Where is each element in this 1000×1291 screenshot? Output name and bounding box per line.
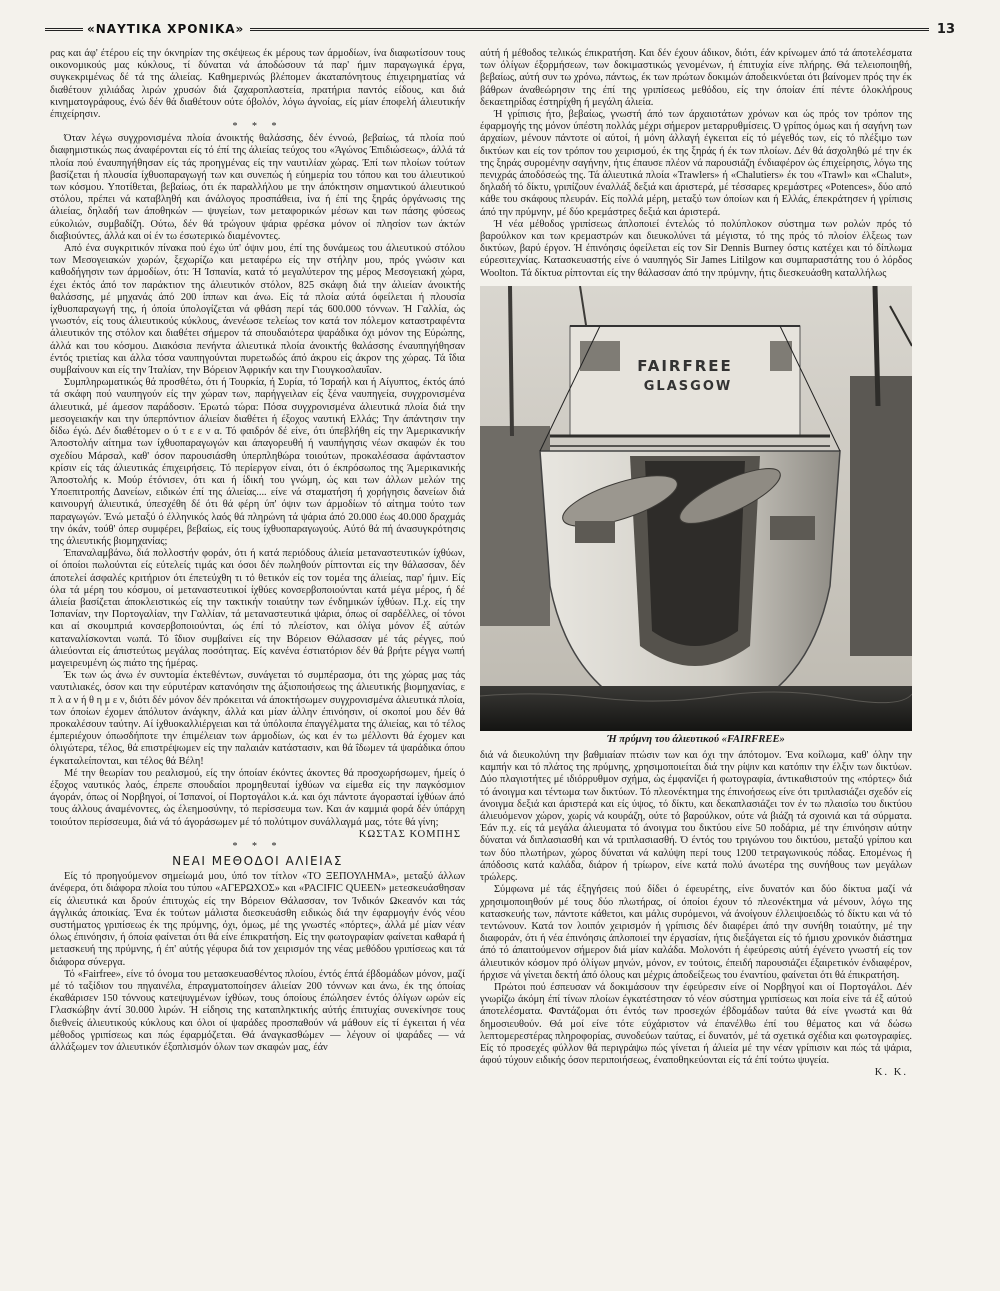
ship-stern-photo [480,286,912,731]
article-paragraph: ρας και άφ' έτέρου είς την όκνηρίαν της σκέψεως έκ μέρους των άρμοδίων, ίνα διαφωτίσουν τους οικονομικούς μας κύκλους, τί δύναται νά άποδώσουν τά παρ' ήμιν παραγωγικά έργα, συγκεκριμένως δέ τά της άλιείας. Καθημερινώς βλέπομεν άκαταπόνητους έπιχειρηματίας νά διαθέτουν χιλιάδας λιρών χρυσών διά ζαχαροπλαστεία, πρατήρια παντός είδους, και διά κινηματογράφους, ένώ δέν θά διαθέτουν ούτε όβολόν, λόγω άγνοίας, είς μίαν έποφελή άλιευτικήν έπιχείρησιν. [50,48,465,121]
article-paragraph: Τό «Fairfree», είνε τό όνομα του μετασκευασθέντος πλοίου, έντός έπτά έβδομάδων μόνον, μαζί μέ τό ταξίδιον του πηγαινέλα, έπραγματοποίησεν άλιείαν 200 τόννων και άνω, έκ της όποίας έκαθάρισεν 150 τόννους κατεψυγμένων ίχθύων, τους όποίους έπώλησεν έντός όλίγων ωρών είς Γλασκώβην άντί 30.000 λιρών. Ή είδησις της καταπληκτικής αύτής έπιτυχίας συνεκίνησε τους διεθνείς άλιευτικούς κύκλους και όλοι οί ψαράδες προσπαθούν νά μάθουν είς τί έγκειται ή νέα μέθοδος γριπίσεως και πώς έφαρμόζεται. Θά άναγκασθώμεν — λέγουν οί ψαράδες — νά άλλάξωμεν τον άλιευτικόν έξοπλισμόν όλων των σκαφών μας, έάν [50,968,465,1054]
author-initials: Κ. Κ. [874,1067,908,1079]
article-paragraph: Είς τό προηγούμενον σημείωμά μου, ύπό τον τίτλον «ΤΟ ΞΕΠΟΥΛΗΜΑ», μεταξύ άλλων άνέφερα, ότι διάφορα πλοία του τύπου «ΑΓΕΡΩΧΟΣ» και «PACIFIC QUEEN» μετεσκευάσθησαν είς άλιευτικά και δρούν έπιτυχώς είς την Βόρειον Θάλασσαν, τον Ίνδικόν Ωκεανόν και τάς άγγλικάς άποικίας. Ένα έκ τούτων μάλιστα διεσκευάσθη ειδικώς διά την έφαρμογήν ένός νέου συστήματος γριπίσεως έκ της πρύμνης, όχι, όμως, μέ της γνωστές «πόρτες», άλλά μέ μίαν νέαν όλως έπινόησιν, ή όποία φαίνεται ότι θά είνε έπικρατήση. Είς την φωτογραφίαν φαίνεται καθαρά ή μετασκευή της πρύμνης, ή έπ' αύτής γέφυρα διά τον χειρισμόν της νέας μεθόδου γριπίσεως και τά διάφορα σύνεργα. [50,871,465,968]
right-column [480,48,912,1263]
header-rule-left [45,28,83,31]
article-paragraph: Όταν λέγω συγχρονισμένα πλοία άνοικτής θαλάσσης, δέν έννοώ, βεβαίως, τά πλοία πού διαφημιστικώς πως άναφέρονται είς τό έπί της άλιείας τεύχος του «Άγώνος Έπιδιώσεως», άλλά τά πλοία πού έναυπηγήθησαν είς τάς προηγμένας είς την ναυτιλίαν χώρας. Έπί των πλοίων τούτων βασίζεται ή πλουσία ίχθυοπαραγωγή των και συνεπώς ή εύημερία του τόπου και του άλιευτικού των κόσμου. Υποτίθεται, βεβαίως, ότι έκ παραλλήλου με την άπόκτησιν σημαντικού άλιευτικού στόλου, πρέπει νά καταβληθή και άνάλογος προσπάθεια, ίνα ή έπί της ξηράς όργάνωσις της άλιείας, δηλαδή των άποθηκών — ψυγείων, των μεταφορικών μέσων και των πάσης φύσεως εύκολιών, συμβαδίζη. Ούτω, δέν θά τρώγουν ψάρια φρέσκα μόνον οί πλησίον των άκτών διαβιούντες, άλλά και οί έν τω έσωτερικώ διαμένοντες. [50,133,465,242]
article-paragraph: Πρώτοι πού έσπευσαν νά δοκιμάσουν την έφεύρεσιν είνε οί Νορβηγοί και οί Πορτογάλοι. Δέν γνωρίζω άκόμη έπί τίνων πλοίων έγκατέστησαν τό νέον σύστημα γριπίσεως και ποία είνε τά έξ αύτού άποτελέσματα. Φαντάζομαι ότι έντός των προσεχών έβδομάδων ταύτα θά είνε γνωστά και θά δημοσιευθούν. Θά μοί είνε τότε εύχάριστον νά έπανέλθω έπί του θέματος και νά δώσω λεπτομερεστέρας πληροφορίας, συνοδεύων ταύτας, εί δυνατόν, μέ τά σχετικά σχέδια και φωτογραφίες. Είς τό προσεχές φύλλον θά περιγράψω πώς γίνεται ή άλιεία μέ την νέαν γρίπισιν και πώς τά ψάρια, άφού τύχουν ειδικής όσον περιποιήσεως, έναποθηκεύονται είς τά έπί τούτω ψυγεία. [480,981,912,1067]
section-title: ΝΕΑΙ ΜΕΘΟΔΟΙ ΑΛΙΕΙΑΣ [172,854,343,868]
article-paragraph: διά νά διευκολύνη την βαθμιαίαν πτώσιν των και όχι την άπότομον. Ένα κοίλωμα, καθ' όλην την καμπήν και τό πλάτος της πρύμνης, χρησιμοποιείται διά την ρίψιν και κατόπιν την έλξιν των δικτύων. Δύο πλαγιοτήτες μέ ιδιόρρυθμον σχήμα, ώς έμφανίζει ή φωτογραφία, άντικαθιστούν της «πόρτες» διά τό άνοιγμα και τέντωμα των δικτύων. Τό πλεονέκτημα της έπινοήσεως είνε ότι τριπλασιάζει σχεδόν είς άνοιγμα δεξιά και άριστερά και είς ύψος, τό δίκτυ, και δεκαπλασιάζει τον έν τω πλαισίω του δικτύου άλιευόμενον χώρον, χωρίς νά κουράζη, ούτε τό βαρούλκον, ούτε νά βιάζη τά σχοινιά και τά σύρματα. Έάν π.χ. είς τά μεγάλα άλιευματα τό άνοιγμα του δικτύου είνε 50 ποδάρια, μέ την έπινόησιν αύτην δύναται νά διπλασιασθή και νά τριπλασιασθή. Ό έντός του τριγώνου του δικτύου, μεταξύ γρίπου και των δύο πλωτήρων, χώρος δύναται νά καλύψη περί τους 1200 τετραγωνικούς πόδας. Επομένως ή άπόδοσις κατά καλάδα, διάρον ή τρίωρον, είνε κατά πολύ άνωτέρα της συνήθους των μεγάλων τρώλερς. [480,750,912,884]
author-signature: ΚΩΣΤΑΣ ΚΟΜΠΗΣ [358,828,461,840]
article-paragraph: Μέ την θεωρίαν του ρεαλισμού, είς την όποίαν έκόντες άκοντες θά προσχωρήσωμεν, ήμείς ό έξοχος ναυτικός λαός, έπρεπε σπουδαίοι προμηθευταί ίχθύων να είμεθα είς την παγκόσμιον άγοράν, όπως οί Νορβηγοί, οί Ίσπανοί, οί Πορτογάλοι κ.ά. και όχι πάντοτε άγορασταί ίχθύων άπό τους άλλους άναμένοντες, ώς έλεημοσύνην, τό περίσσευμα των. Και άν καμμιά φορά δέν ύπάρχη τοιούτον περίσσευμα, διά νά τό άγοράσωμεν μέ τό πολύτιμον συνάλλαγμά μας, τότε θά γίνη; [50,767,465,828]
section-separator: * * * [232,841,283,852]
article-paragraph: Συμπληρωματικώς θά προσθέτω, ότι ή Τουρκία, ή Συρία, τό Ίσραήλ και ή Αίγυπτος, έκτός άπό τά σκάφη πού ναυπηγούν είς την χώραν των, παρήγγειλαν είς ξένα ναυπηγεία, συγχρονισμένα άλιευτικά, μέ άμεσον παράδοσιν. Έρωτώ τώρα: Πόσα συγχρονισμένα άλιευτικά πλοία διά την μεσογειακήν και την ύπερπόντιον άλιείαν διαθέτει ή έξοχος ναυτική Ελλάς; Την άπάντησιν την δίδω έγώ. Δέν διαθέτομεν ο ύ τ ε ε ν α. Τό φαιδρόν δέ είνε, ότι ύπεβλήθη είς την Άμερικανικήν Άποστολήν αίτημα των ίχθυοπαραγωγών και άπαγορευθή ή ναυπήγησις νέων σκαφών έκ του σχεδίου Μάρσαλ, καθ' όσον παρουσιάσθη ύπερπληθώρα τοιούτων, προκαλέσασα άφάνταστον κρίσιν είς τάς άλιευτικάς έπιχειρήσεις. Τό περίεργον είναι, ότι ό έκπρόσωπος της Άμερικανικής Άποστολής κ. Μούρ έτόνισεν, ότι και ή ίδική του γνώμη, ώς και των άλλων μελών της Υποεπιτροπής Δανείων, ειδικών έπί της άλιείας.... είνε νά σταματήση ή χορήγησις δανείων διά καινουργή άλιευτικά, ύπεσχέθη δέ ότι θά φέρη ύπ' όψιν των άρμοδίων τό αίτημα τούτο των παραγωγών. Ένώ μεταξύ ό έλληνικός λαός θά πληρώνη τά ψάρια άπό 20.000 έως 40.000 δραχμάς την όκάν, τούθ' όπερ συμφέρει, βεβαίως, είς τους ίχθυοπαραγωγούς. Αύτό θά πή άνασυγκρότησις της άλιευτικής βιομηχανίας; [50,377,465,547]
article-paragraph: αύτή ή μέθοδος τελικώς έπικρατήση. Και δέν έχουν άδικον, διότι, έάν κρίνωμεν άπό τά άποτελέσματα των όλίγων έξορμήσεων, των δοκιμαστικώς γενομένων, ή έπιτυχία είνε πλήρης. Θά τελειοποιηθή, βεβαίως, αύτή συν τω χρόνω, πάντως, έκ των πρώτων δοκιμών άποδεικνύεται ότι βαίνομεν πρός την έκ βάθρων άναθεώρησιν της έπί της γριπίσεως μεθόδου, είς την όποίαν έπί πέντε όλοκλήρους δεκαετηρίδας έστηρίχθη ή μεγάλη άλιεία. [480,48,912,108]
section-separator: * * * [232,121,283,133]
page-number: 13 [936,21,955,37]
stern-name-text: FAIRFREE [637,356,733,375]
article-paragraph: Έκ των ώς άνω έν συντομία έκτεθέντων, συνάγεται τό συμπέρασμα, ότι της χώρας μας τάς ναυτιλιακές, όσον και την εύρυτέραν κατανόησιν της άξιοποιήσεως της άλιευτικής βιομηχανίας, ε π λ α ν ή θ η μ ε ν, διότι δέν μόνον δέν πρόκειται νά άποκτήσωμεν συγχρονισμένα άλιευτικά πλοία, των όποίων έχομεν άπόλυτον άνάγκην, άλλά και μίαν άλλην έπινόησιν, οί σκοποί μου δέν θά προκαλέσουν ταύτην. Αί ίχθυοκαλλιέργειαι και τά ύπόλοιπα έπαγγέλματα της άλιείας, και τό τέλος έμπεριέχουν όπωσδήποτε την έπιμέλειαν των άρμοδίων, ώς και έν τω μέλλοντι θά έχομεν και όλιγώτερα, τέλος, θά επιστρέψωμεν είς την παλαιάν κατάστασιν, και θά ΐδωμεν τά ψαράδικα όπου έγκαταλείπονται, και τέλος θά Βέλη! [50,670,465,767]
article-paragraph: Σύμφωνα μέ τάς έξηγήσεις πού δίδει ό έφευρέτης, είνε δυνατόν και δύο δίκτυα μαζί νά χρησιμοποιηθούν μέ τους δύο πλωτήρας, οί όποίοι έχουν τό πλεονέκτημα νά μένουν, λόγω της κατασκευής των, πάντοτε κάθετοι, και μάλις συρόμενοι, νά άνοίγουν έλλειψοειδώς τό δίκτυ και νά τό τεντώνουν. Κατά τον λοιπόν χειρισμόν ή γρίπισις δέν διαφέρει άπό την συνήθη τοιαύτην, μέ την διαφοράν, ότι ή νέα έπινόησις άπλοποιεί την έργασίαν, ήτις διεξάγεται είς τό ήμισυ χρονικόν διάστημα άπό τό άπαιτούμενον σήμερον διά μίαν καλάδα. Μολονότι ή έφεύρεσις αύτή έγένετο γνωστή είς τον άλιευτικόν κόσμον πρό όλίγων μηνών, μόνον, εν τούτοις, έπειδή παρουσιάζει έξαιρετικόν ένδιαφέρον, ήρχισε νά γίνεται δεκτή άπό όλους και μέχρις άποδείξεως του έναντίου, φαίνεται ότι θά έπικρατήση. [480,884,912,981]
left-column [50,48,465,1263]
article-paragraph: Ή νέα μέθοδος γριπίσεως άπλοποιεί έντελώς τό πολύπλοκον σύστημα των ρολών πρός τό βαρούλκον και των κρεμαστρών και διευκολύνει τά μέγιστα, τό της πρός τό πλοίον έλξεως των δικτύων, βαρύ έργον. Ή έπινόησις όφείλεται είς τον Sir Dennis Burney όστις κατέχει και τό δίπλωμα εύρεσιτεχνίας. Κατασκευαστής είνε ό ναυπηγός Sir James Litilgow και συμπαραστάτης του ό λόρδος Woolton. Τά δίκτυα ρίπτονται είς την θάλασσαν άπό την πρύμνην, ήτις διεσκευάσθη καταλλήλως [480,218,912,279]
article-paragraph: Έπαναλαμβάνω, διά πολλοστήν φοράν, ότι ή κατά περιόδους άλιεία μεταναστευτικών ίχθύων, οί όποίοι πωλούνται είς εύτελείς τιμάς και όσοι δέν πωληθούν ρίπτονται είς την θάλασσαν, δέν άποτελεί άσφαλές κριτήριον ότι έπετεύχθη τι τό θετικόν είς τον τομέα της άλιείας, παρ' ήμιν. Είς όλα τά μέρη του κόσμου, οί μεταναστευτικοί ίχθύες κονσερβοποιούνται κατά μέγα μέρος, ή δέ άλιεία βασίζεται άποκλειστικώς είς την τακτικήν τοιαύτην των ένδημικών ίχθύων. Π.χ. είς την Ίσπανίαν, την Πορτογαλίαν, την Γαλλίαν, τά μεταναστευτικά ψάρια, όπως οί σαρδέλλες, οί τόνοι και αί σκουμπριά κονσερβοποιούνται, ώς έπί τό πλείστον, και όλίγα μόνον έξ αύτών καταναλίσκονται νωπά. Τό ΐδιον συμβαίνει είς την Βόρειον Θάλασσαν μέ τάς ρέγγες, πού άλιεύονται είς άπιστεύτως μεγάλας ποσότητας. Είς κανένα έστιατόριον δέν θά βρήτε ρέγγα νωπή μαγειρευμένη ώς πιάτο της ήμέρας. [50,548,465,669]
article-paragraph: Ή γρίπισις ήτο, βεβαίως, γνωστή άπό των άρχαιοτάτων χρόνων και ώς πρός τον τρόπον της έφαρμογής της μόνον ύπέστη πολλάς μέχρι σήμερον μεταρρυθμίσεις. Ό γρίπος όμως και ή σαγήνη των άρχαίων, μένουν πάντοτε οί αύτοί, ή μόνη άλλαγή έγκειται είς τό μέγεθός των, είς τό πλέξιμο των δικτύων και είς τον τρόπον του χειρισμού, έκ της ξηράς ή έκ των πλοίων. Δέν θά άσχοληθώ μέ την έκ της ξηράς συρομένην σαγήνην, ήτις έπαυσε πλέον νά παρουσιάζη ένδιαφέρον ώς έπιχείρησις, λόγω της πενιχράς άποδόσεώς της. Τά άλιευτικά πλοία «Trawlers» ή «Chalutiers» έκ του «Trawl» και «Chalut», δηλαδή τό δίκτυ, γριπίζουν έναλλάξ δεξιά και άριστερά, μέ τέσσαρες κρεμάστρες «Potences», δύο από κάθε του σκάφους πλευράν. Είς πολλά μέρη, μεταξύ των όποίων και ή Ελλάς, έπεκράτησεν ή γρίπισις άπό την πρύμνην, μέ δύο κρεμάστρες δεξιά και άριστερά. [480,109,912,218]
page-header [45,18,955,40]
header-rule-right [250,28,929,31]
publication-title: «ΝΑΥΤΙΚΑ ΧΡΟΝΙΚΑ» [87,22,245,36]
article-paragraph: Από ένα συγκριτικόν πίνακα πού έχω ύπ' όψιν μου, έπί της δυνάμεως του άλιευτικού στόλου των Μεσογειακών χωρών, ξεχωρίζω και μεταφέρω είς την στήλην μου, πρός γνώσιν και καθοδήγησιν των άρμοδίων, ότι: Ή Ίσπανία, κατά τό μεγαλύτερον της μέρος Μεσογειακή χώρα, έχει έκτός άπό τον παράκτιον της άλιευτικόν στόλον, 825 σκάφη διά την άλιείαν άνοικτής θαλάσσης, μέ μηχανάς άπό 200 ίππων και άνω. Είς τά πλοία αύτά όφείλεται ή πλουσία ίχθυοπαραγωγή της, ή όποία ύπολογίζεται νά φθάση περί τάς 600.000 τόννων. Ή Γαλλία, ώς γνωστόν, είς τους άλιευτικούς κύκλους, άνενέωσε τελείως τον κατά τον πόλεμον καταστραφέντα άλιευτικόν της στόλον και διαθέτει σήμερον τά σπουδαιότερα ψαράδικα όχι μόνον της Εύρώπης, άλλά και του κόσμου. Διακόσια πενήντα άλιευτικά πλοία άνοικτής θαλάσσης έναυπηγήθησαν έντός τριετίας και άλλα τόσα ναυπηγούνται πυρετωδώς άπό άκρου είς άκρον της χώρας. Τά ΐδια συμβαίνουν και είς την Ίταλίαν, την Βόρειον Άφρικήν και την Γιουγκοσλαυΐαν. [50,243,465,377]
photo-figure [480,286,912,746]
stern-port-text: GLASGOW [643,378,733,394]
photo-caption: Ή πρύμνη του άλιευτικού «FAIRFREE» [607,733,785,745]
